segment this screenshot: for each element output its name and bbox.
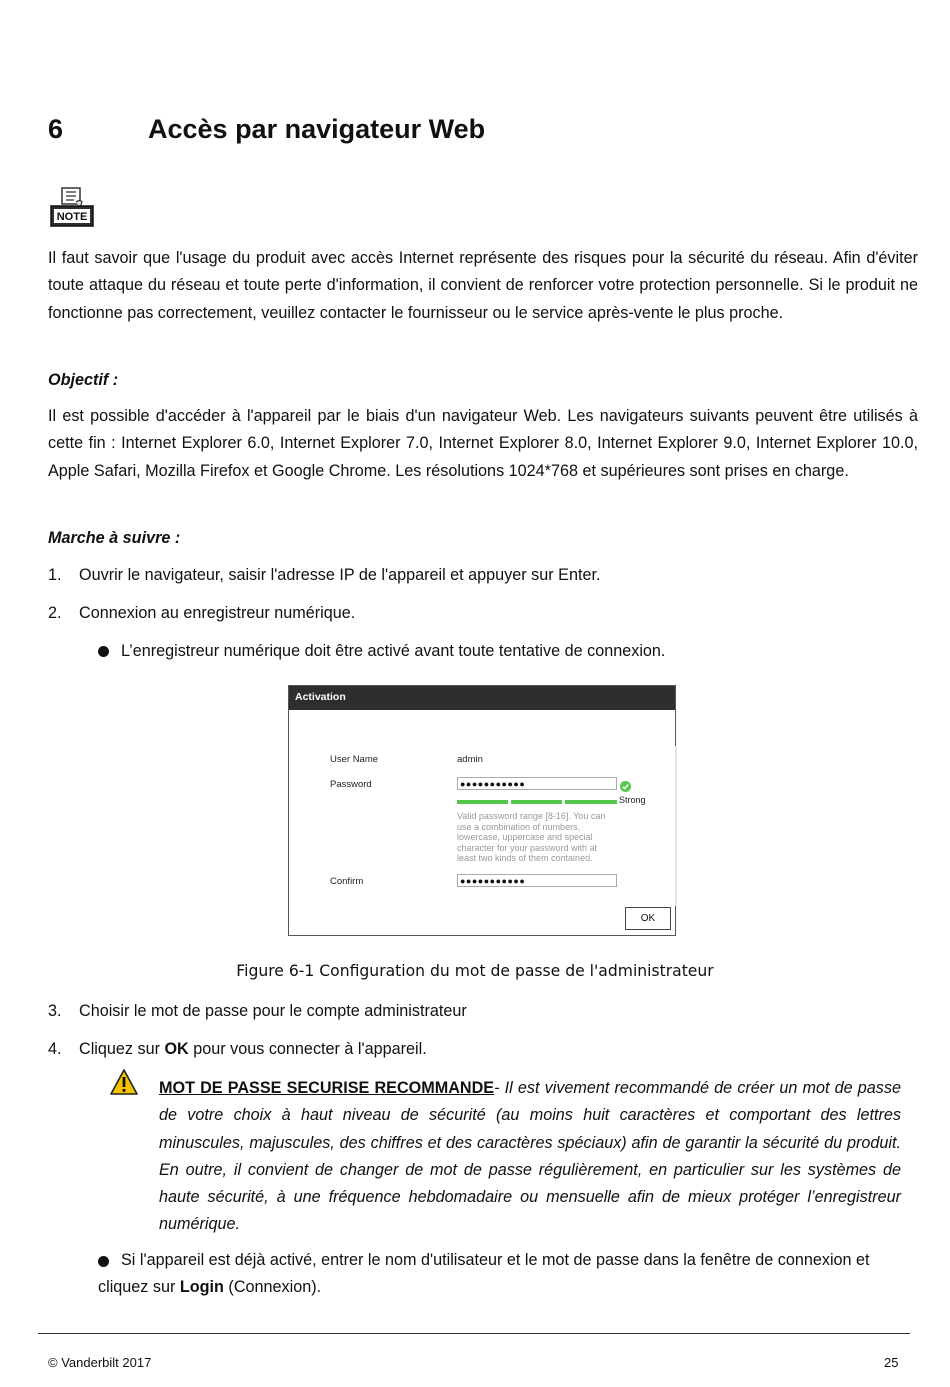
strength-bar-2 (511, 800, 562, 804)
dialog-title: Activation (289, 686, 675, 710)
ok-button[interactable]: OK (625, 907, 671, 930)
warning-triangle-icon (109, 1068, 139, 1096)
note-label: NOTE (56, 211, 88, 223)
check-valid-icon (620, 779, 631, 790)
note-hand-icon (48, 186, 96, 228)
bullet-activation-note: L’enregistreur numérique doit être activé avant toute tentative de connexion. (121, 642, 666, 660)
password-label: Password (330, 779, 372, 790)
password-input[interactable]: ●●●●●●●●●●● (457, 777, 617, 790)
confirm-input[interactable]: ●●●●●●●●●●● (457, 874, 617, 887)
strength-bar-1 (457, 800, 508, 804)
footer-divider (38, 1333, 910, 1334)
username-value: admin (457, 754, 483, 765)
objective-heading: Objectif : (48, 371, 119, 389)
strength-bar-3 (565, 800, 617, 804)
chapter-number: 6 (48, 114, 64, 144)
username-label: User Name (330, 754, 379, 765)
warning-title: MOT DE PASSE SECURISE RECOMMANDE (159, 1079, 495, 1097)
procedure-heading: Marche à suivre : (48, 529, 181, 547)
footer-copyright: © Vanderbilt 2017 (48, 1355, 152, 1370)
security-warning (159, 1075, 901, 1239)
warning-body: - Il est vivement recommandé de créer un mot de passe de votre choix à haut niveau de sécurité (au moins huit caractères et comportant des lettres minuscules, majuscules, des chiffres et des caractères spéciaux) afin de garantir la sécurité du produit. En outre, il convient de changer de mot de passe régulièrement, en particulier sur les systèmes de haute sécurité, à une fréquence hebdomadaire ou mensuelle afin de mieux protéger l’enregistreur numérique. (159, 1079, 901, 1234)
chapter-title: Accès par navigateur Web (148, 114, 486, 144)
figure-caption: Figure 6-1 Configuration du mot de passe de l'administrateur (236, 962, 714, 980)
bullet-login-note: Si l'appareil est déjà activé, entrer le nom d'utilisateur et le mot de passe dans la fenêtre de connexion et cliquez sur Login (Connexion). (98, 1251, 870, 1297)
intro-paragraph: Il faut savoir que l'usage du produit avec accès Internet représente des risques pour la sécurité du réseau. Afin d'éviter toute attaque du réseau et toute perte d'information, il convient de renforcer votre protection personnelle. Si le produit ne fonctionne pas correctement, veuillez contacter le fournisseur ou le service après-vente le plus proche. (48, 249, 918, 322)
page-number: 25 (884, 1355, 899, 1370)
password-hint: Valid password range [8-16]. You can use a combination of numbers, lowercase, uppercase and special character for your password with at least two kinds of them contained. (457, 811, 606, 863)
strength-label: Strong (619, 795, 646, 805)
activation-dialog (288, 685, 676, 936)
objective-paragraph: Il est possible d'accéder à l'appareil par le biais d'un navigateur Web. Les navigateurs suivants peuvent être utilisés à cette fin : Internet Explorer 6.0, Internet Explorer 7.0, Internet Explorer 8.0, Internet Explorer 9.0, Internet Explorer 10.0, Apple Safari, Mozilla Firefox et Google Chrome. Les résolutions 1024*768 et supérieures sont prises en charge. (48, 407, 918, 480)
confirm-label: Confirm (330, 876, 364, 887)
bullet-dot (98, 646, 109, 657)
dialog-scrollbar[interactable] (675, 746, 677, 906)
